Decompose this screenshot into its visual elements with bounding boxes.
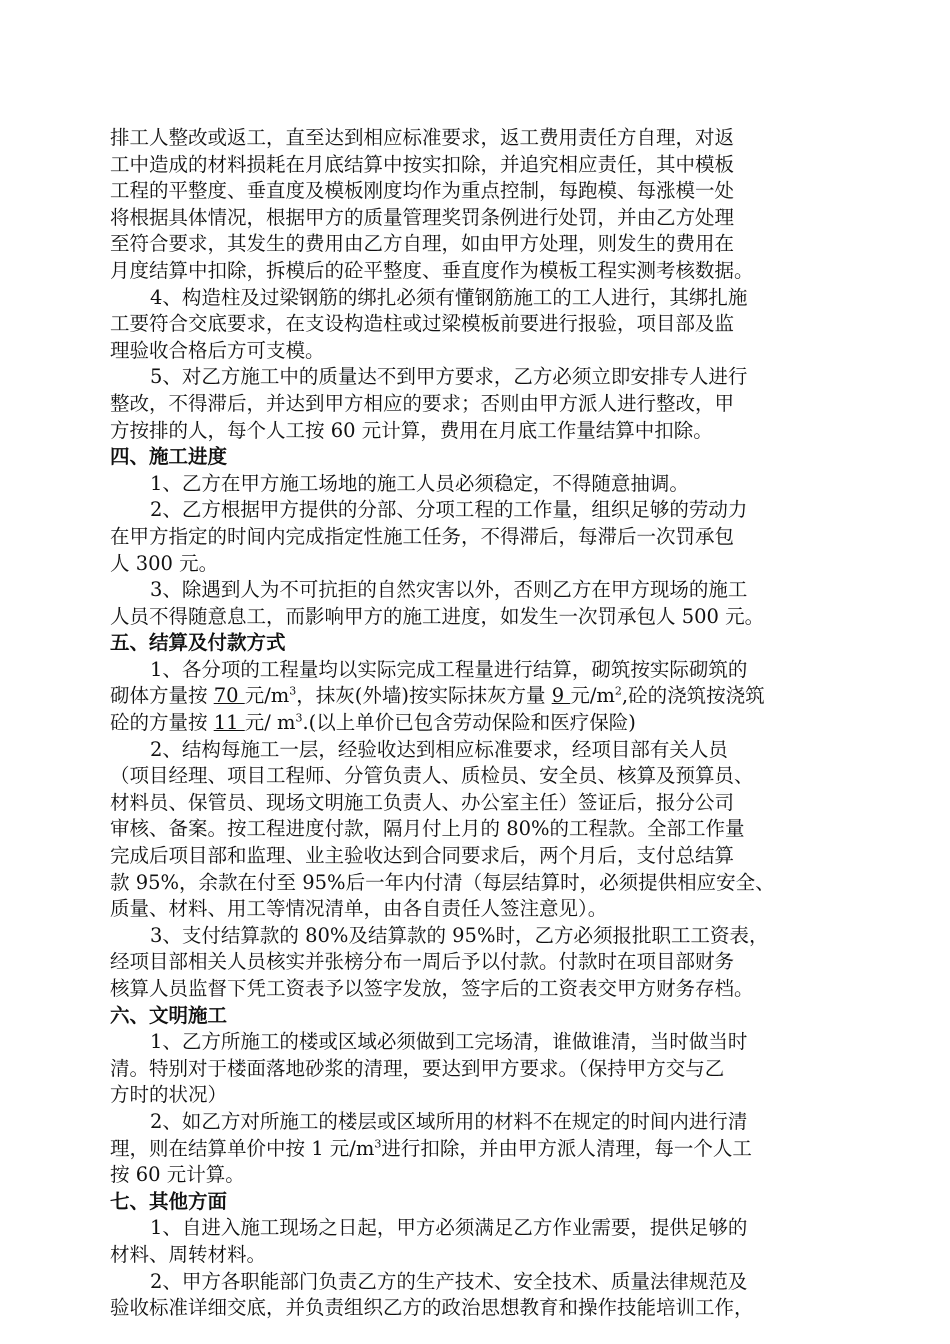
text-run: ，抹灰(外墙)按实际抹灰方量 <box>296 684 552 708</box>
text-run: .(以上单价已包含劳动保险和医疗保险) <box>302 711 636 735</box>
text-line: 5、对乙方施工中的质量达不到甲方要求，乙方必须立即安排专人进行 <box>150 365 748 389</box>
document-page <box>110 125 842 1322</box>
text-line: 在甲方指定的时间内完成指定性施工任务，不得滞后，每滞后一次罚承包 <box>110 524 735 548</box>
text-line: 3、除遇到人为不可抗拒的自然灾害以外，否则乙方在甲方现场的施工 <box>150 578 748 602</box>
text-run: 砼的方量按 <box>110 711 214 735</box>
paragraph-item-4 <box>110 285 842 365</box>
unit-price-value: 9 <box>551 684 571 708</box>
paragraph-6-2 <box>110 1109 842 1189</box>
text-line: 月度结算中扣除，拆模后的砼平整度、垂直度作为模板工程实测考核数据。 <box>110 258 754 282</box>
text-line: 人员不得随意息工，而影响甲方的施工进度，如发生一次罚承包人 500 元。 <box>110 604 765 628</box>
text-line: 质量、材料、用工等情况清单，由各自责任人签注意见）。 <box>110 897 608 921</box>
text-line: 1、乙方所施工的楼或区域必须做到工完场清，谁做谁清，当时做当时 <box>150 1030 748 1054</box>
text-line: 排工人整改或返工，直至达到相应标准要求，返工费用责任方自理，对返 <box>110 126 735 149</box>
text-run: 砌体方量按 <box>110 684 214 708</box>
paragraph-4-3 <box>110 577 842 630</box>
text-line: 工程的平整度、垂直度及模板刚度均作为重点控制，每跑模、每涨模一处 <box>110 179 735 203</box>
superscript: 3 <box>289 684 297 698</box>
text-line: 4、构造柱及过梁钢筋的绑扎必须有懂钢筋施工的工人进行，其绑扎施 <box>150 285 748 309</box>
superscript: 3 <box>295 711 303 725</box>
text-line: 人 300 元。 <box>110 551 219 575</box>
superscript: 2 <box>614 684 622 698</box>
paragraph-item-5 <box>110 364 842 444</box>
text-line: 1、乙方在甲方施工场地的施工人员必须稳定，不得随意抽调。 <box>150 471 689 495</box>
section-heading-5: 五、结算及付款方式 <box>110 631 286 655</box>
text-line: 2、如乙方对所施工的楼层或区域所用的材料不在规定的时间内进行清 <box>150 1109 748 1133</box>
paragraph-6-1 <box>110 1029 842 1109</box>
text-line <box>110 710 842 737</box>
text-line: 按 60 元计算。 <box>110 1163 245 1187</box>
text-line: 审核、备案。按工程进度付款，隔月付上月的 80%的工程款。全部工作量 <box>110 817 745 841</box>
text-line: 核算人员监督下凭工资表予以签字发放，签字后的工资表交甲方财务存档。 <box>110 977 754 1000</box>
unit-price-value: 11 <box>213 711 245 735</box>
text-line: 1、各分项的工程量均以实际完成工程量进行结算，砌筑按实际砌筑的 <box>150 657 748 681</box>
text-line: 2、甲方各职能部门负责乙方的生产技术、安全技术、质量法律规范及 <box>150 1269 748 1293</box>
paragraph-5-1 <box>110 657 842 737</box>
section-heading-4: 四、施工进度 <box>110 445 228 469</box>
text-run: 理，则在结算单价中按 1 元/m <box>110 1136 375 1160</box>
text-line: 经项目部相关人员核实并张榜分布一周后予以付款。付款时在项目部财务 <box>110 950 735 974</box>
text-line: 至符合要求，其发生的费用由乙方自理，如由甲方处理，则发生的费用在 <box>110 232 735 256</box>
text-run: 元/m <box>244 684 290 708</box>
text-line <box>110 683 842 710</box>
text-line: 1、自进入施工现场之日起，甲方必须满足乙方作业需要，提供足够的 <box>150 1216 748 1240</box>
text-line: 材料、周转材料。 <box>110 1242 267 1266</box>
text-run: 元/ m <box>244 711 296 735</box>
text-line: 清。特别对于楼面落地砂浆的清理，要达到甲方要求。（保持甲方交与乙 <box>110 1056 725 1080</box>
text-line: 工中造成的材料损耗在月底结算中按实扣除，并追究相应责任，其中模板 <box>110 152 735 176</box>
text-line: 方时的状况） <box>110 1083 228 1107</box>
text-line: 验收标准详细交底，并负责组织乙方的政治思想教育和操作技能培训工作， <box>110 1296 754 1320</box>
paragraph-7-2 <box>110 1269 842 1322</box>
text-line: 理验收合格后方可支模。 <box>110 338 325 362</box>
text-run: 进行扣除，并由甲方派人清理，每一个人工 <box>381 1136 752 1160</box>
superscript: 3 <box>374 1137 382 1151</box>
text-line: 2、乙方根据甲方提供的分部、分项工程的工作量，组织足够的劳动力 <box>150 498 748 522</box>
unit-price-value: 70 <box>213 684 245 708</box>
text-line: 2、结构每施工一层，经验收达到相应标准要求，经项目部有关人员 <box>150 737 728 761</box>
text-line: 3、支付结算款的 80%及结算款的 95%时，乙方必须报批职工工资表， <box>150 923 769 947</box>
text-line: 材料员、保管员、现场文明施工负责人、办公室主任）签证后，报分公司 <box>110 790 735 814</box>
text-line: 工要符合交底要求，在支设构造柱或过梁模板前要进行报验，项目部及监 <box>110 312 735 336</box>
paragraph-4-2 <box>110 497 842 577</box>
section-heading-6: 六、文明施工 <box>110 1003 228 1027</box>
text-line: 方按排的人，每个人工按 60 元计算，费用在月底工作量结算中扣除。 <box>110 418 713 442</box>
text-line: 整改，不得滞后，并达到甲方相应的要求；否则由甲方派人进行整改，甲 <box>110 391 735 415</box>
text-line: 款 95%，余款在付至 95%后一年内付清（每层结算时，必须提供相应安全、 <box>110 870 775 894</box>
text-line <box>110 1136 842 1163</box>
paragraph-continuation <box>110 125 842 285</box>
paragraph-7-1 <box>110 1215 842 1268</box>
text-line: 完成后项目部和监理、业主验收达到合同要求后，两个月后，支付总结算 <box>110 844 735 868</box>
text-line: 将根据具体情况，根据甲方的质量管理奖罚条例进行处罚，并由乙方处理 <box>110 205 735 229</box>
paragraph-5-3 <box>110 923 842 1003</box>
text-run: 元/m <box>570 684 615 708</box>
text-run: ,砼的浇筑按浇筑 <box>621 684 765 708</box>
text-line: （项目经理、项目工程师、分管负责人、质检员、安全员、核算及预算员、 <box>110 764 754 788</box>
section-heading-7: 七、其他方面 <box>110 1189 228 1213</box>
paragraph-5-2 <box>110 737 842 923</box>
